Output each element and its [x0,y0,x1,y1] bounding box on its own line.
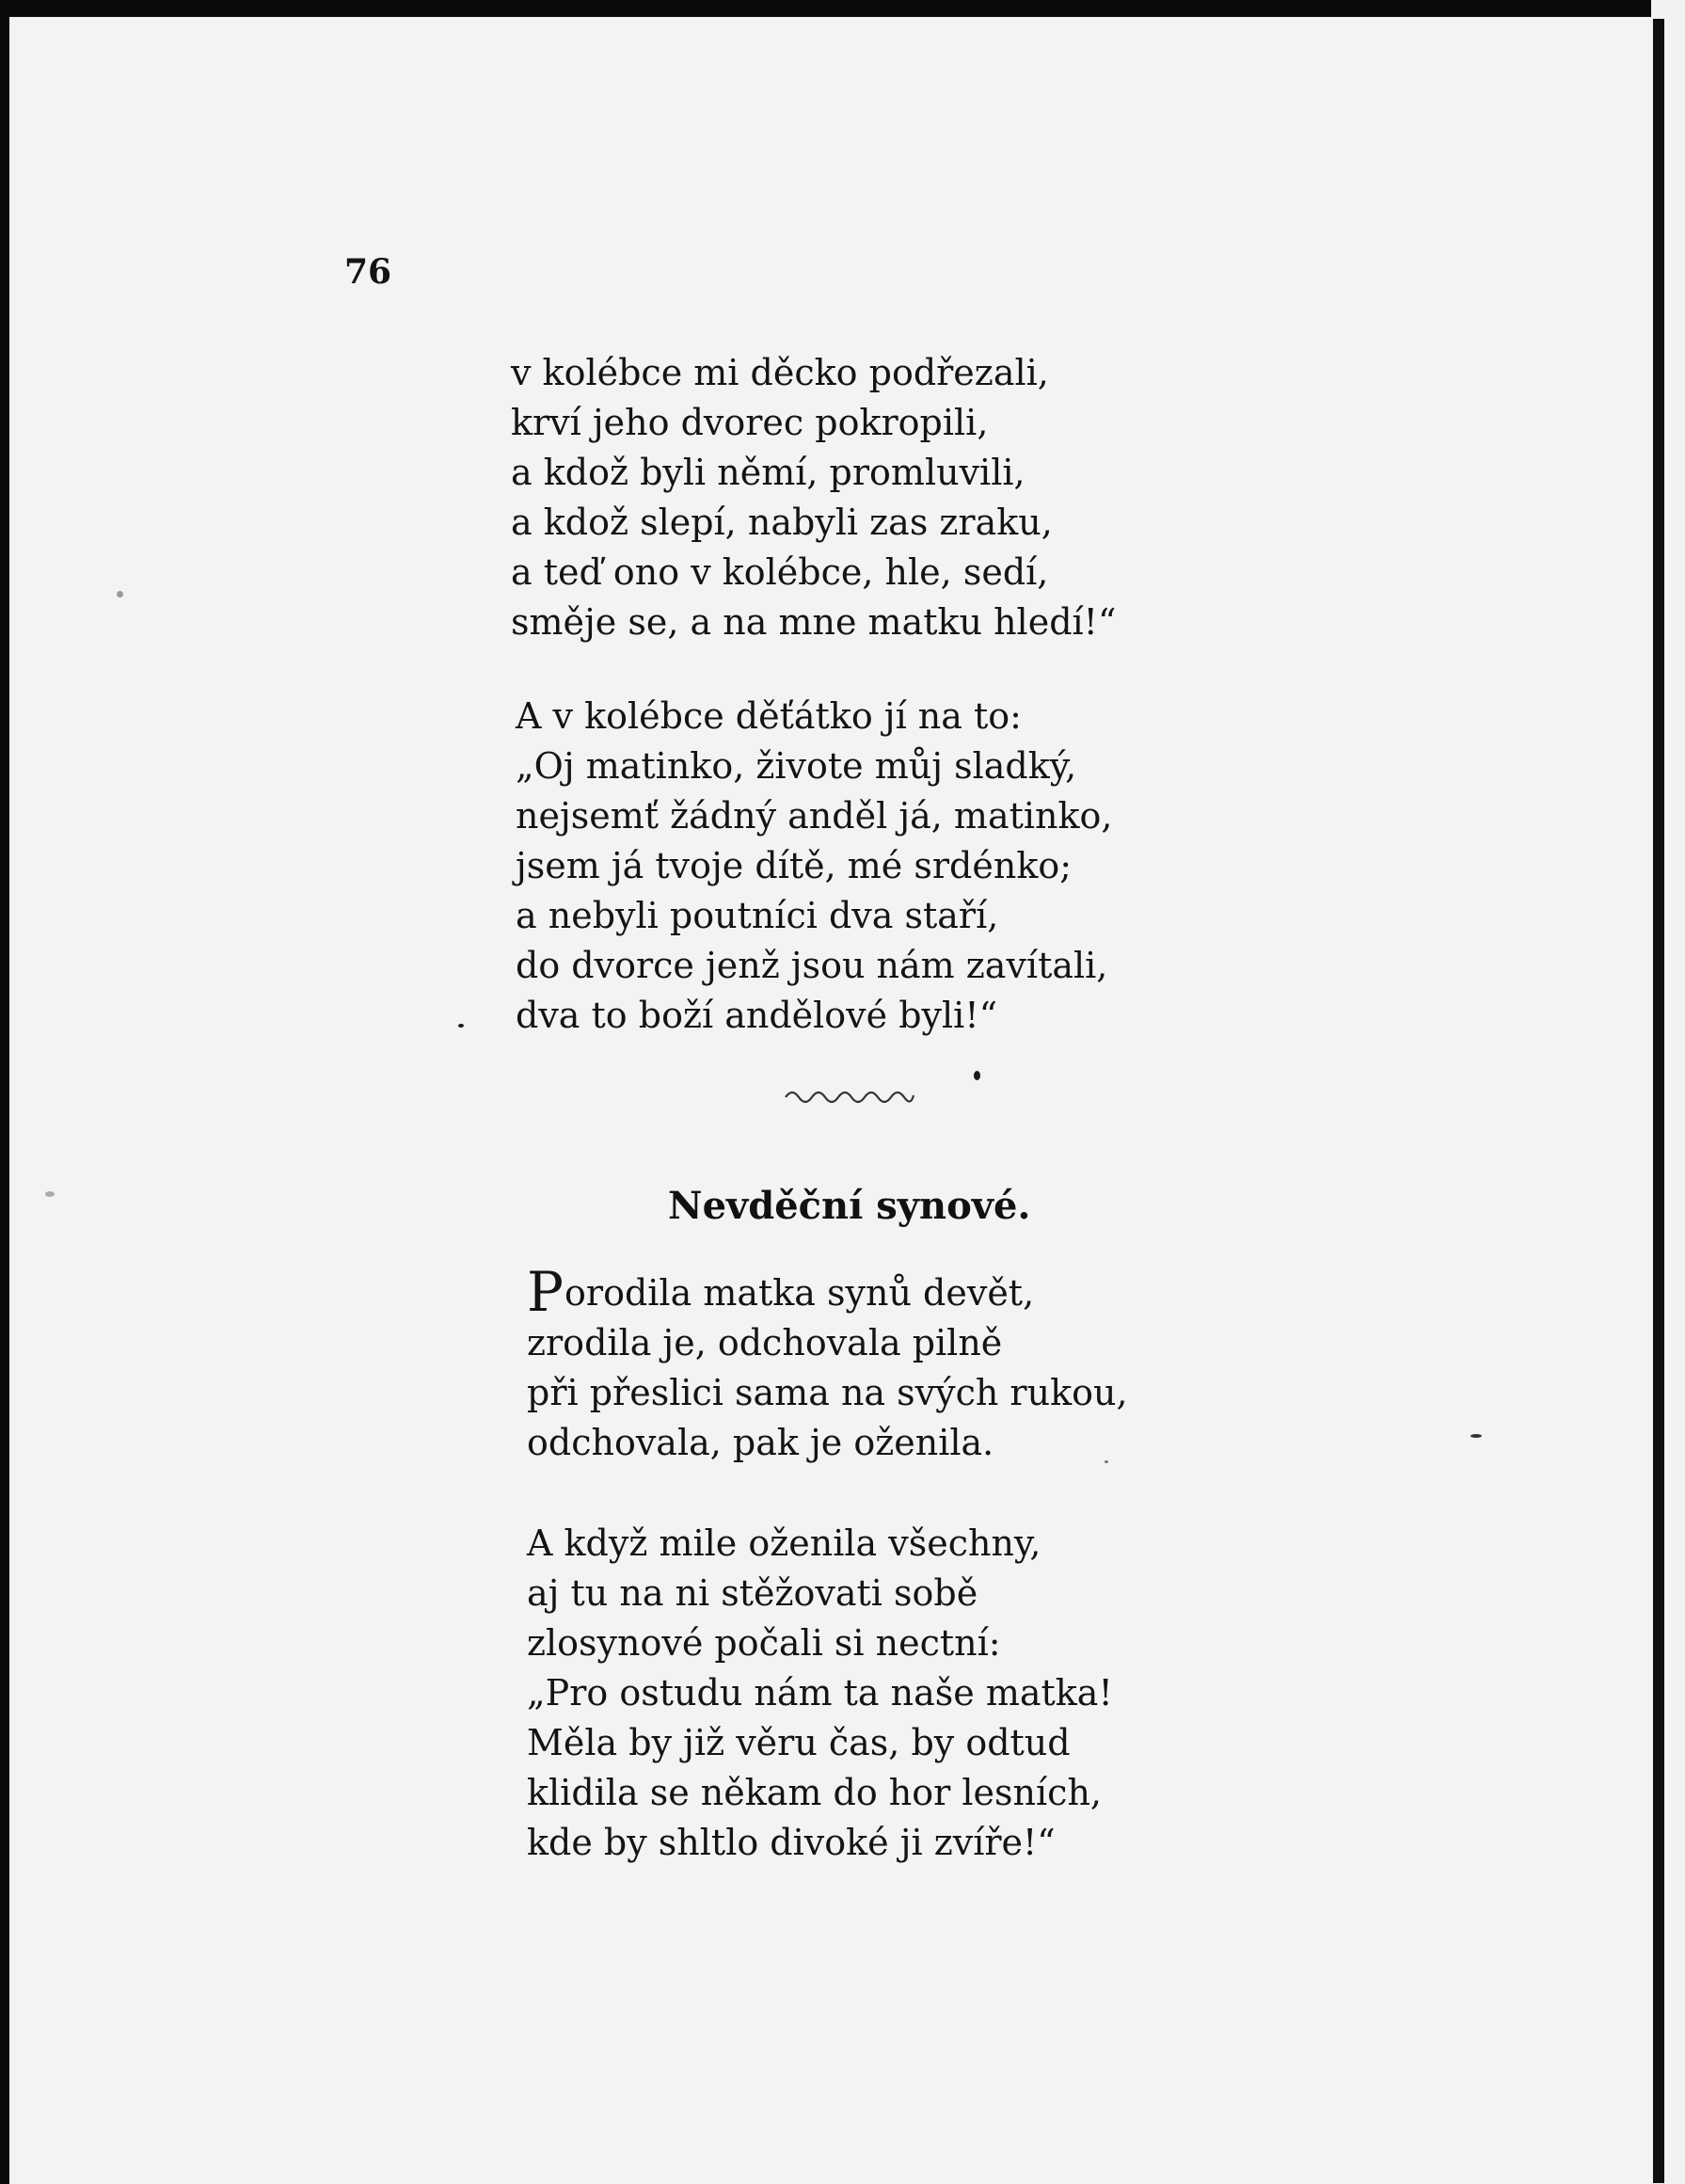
drop-cap: P [527,1260,564,1324]
scan-speck [1470,1434,1482,1438]
verse-line: zlosynové počali si nectní: [527,1622,1001,1664]
stanza-3 [527,1260,1128,1468]
verse-line-first [527,1260,1128,1324]
verse-line: směje se, a na mne matku hledí!“ [511,601,1117,643]
verse-line-rest: orodila matka synů devět, [564,1272,1035,1314]
verse-line: A když mile oženila všechny, [527,1522,1041,1564]
verse-line: „Oj matinko, živote můj sladký, [516,745,1077,787]
scan-speck [45,1191,55,1197]
verse-line: aj tu na ni stěžovati sobě [527,1572,978,1614]
verse-line: a kdož byli němí, promluvili, [511,452,1025,493]
scan-speck [974,1071,980,1080]
scan-speck [1105,1460,1108,1463]
verse-line: nejsemť žádný anděl já, matinko, [516,795,1113,837]
verse-line: a teď ono v kolébce, hle, sedí, [511,551,1049,593]
verse-line: kde by shltlo divoké ji zvíře!“ [527,1822,1056,1863]
poem-title: Nevděční synové. [668,1184,1031,1228]
stanza-1 [511,348,1116,647]
verse-line: Měla by již věru čas, by odtud [527,1722,1071,1763]
verse-line: krví jeho dvorec pokropili, [511,402,989,443]
verse-line: klidila se někam do hor lesních, [527,1772,1103,1813]
verse-line: jsem já tvoje dítě, mé srdénko; [516,845,1073,886]
stanza-4 [527,1519,1113,1868]
verse-line: „Pro ostudu nám ta naše matka! [527,1672,1113,1714]
verse-line: a nebyli poutníci dva staří, [516,895,999,936]
binding-shadow [1653,19,1664,2183]
verse-line: v kolébce mi děcko podřezali, [511,352,1049,393]
page-number: 76 [344,252,392,292]
wavy-line-ornament-icon [784,1084,915,1105]
verse-line: dva to boží andělové byli!“ [516,995,998,1036]
verse-line: a kdož slepí, nabyli zas zraku, [511,502,1053,543]
verse-line: odchovala, pak je oženila. [527,1422,994,1463]
stanza-2 [516,692,1112,1041]
verse-line: při přeslici sama na svých rukou, [527,1372,1128,1413]
scan-speck [458,1024,464,1028]
verse-line: do dvorce jenž jsou nám zavítali, [516,945,1108,986]
verse-line: A v kolébce děťátko jí na to: [516,695,1022,737]
verse-line: zrodila je, odchovala pilně [527,1322,1003,1363]
scan-speck [117,591,123,598]
